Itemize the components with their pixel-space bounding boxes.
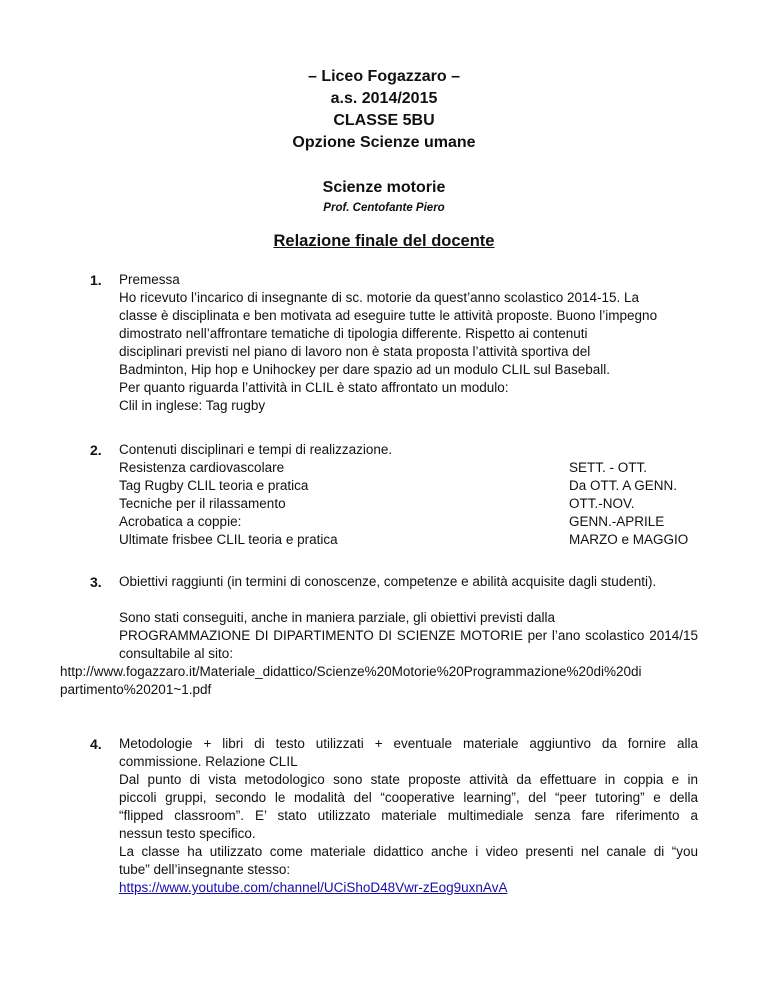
time-cell: Da OTT. A GENN. [569,478,678,493]
section-1-line: Per quanto riguarda l’attività in CLIL è stato affrontato un modulo: [119,380,509,395]
section-2-body [119,441,719,459]
section-1-line: Badminton, Hip hop e Unihockey per dare spazio ad un modulo CLIL sul Baseball. [119,362,611,377]
url-line: http://www.fogazzaro.it/Materiale_didattico/Scienze%20Motorie%20Programmazione%20di%20di [60,664,642,679]
section-3-body [119,609,698,663]
content-cell: Resistenza cardiovascolare [119,460,285,475]
content-cell: Tecniche per il rilassamento [119,496,286,511]
table-row [119,459,719,477]
time-cell: OTT.-NOV. [569,496,635,511]
section-4-line: La classe ha utilizzato come materiale didattico anche i video presenti nel canale di “you [119,844,698,859]
time-cell: SETT. - OTT. [569,460,648,475]
section-4-line: nessun testo specifico. [119,826,256,841]
content-cell: Ultimate frisbee CLIL teoria e pratica [119,532,338,547]
section-4-number: 4. [90,736,102,752]
url-line: partimento%20201~1.pdf [60,682,212,697]
section-1-line: Clil in inglese: Tag rugby [119,398,266,413]
section-3-line: PROGRAMMAZIONE DI DIPARTIMENTO DI SCIENZE MOTORIE per l’ano scolastico 2014/15 [119,628,698,643]
program-url [60,663,710,699]
time-cell: MARZO e MAGGIO [569,532,689,547]
section-2-number: 2. [90,442,102,458]
class-name: CLASSE 5BU [333,112,435,129]
section-4-line: “flipped classroom”. E’ stato utilizzato materiale multimediale senza fare riferimento a [119,808,698,823]
section-2-heading: Contenuti disciplinari e tempi di realizzazione. [119,442,393,457]
section-1-line: dimostrato nell’affrontare tematiche di tipologia differente. Rispetto ai contenuti [119,326,588,341]
section-1-line: Ho ricevuto l’incarico di insegnante di sc. motorie da quest’anno scolastico 2014-15. La [119,290,640,305]
table-row [119,513,719,531]
section-4-body [119,735,698,897]
contents-table [119,459,719,549]
table-row [119,495,719,513]
section-3-line: consultabile al sito: [119,646,234,661]
table-row [119,531,719,549]
section-1-number: 1. [90,272,102,288]
youtube-channel-link[interactable]: https://www.youtube.com/channel/UCiShoD48Vwr-zEog9uxnAvA [119,880,508,895]
option-name: Opzione Scienze umane [292,134,476,151]
report-title: Relazione finale del docente [273,232,495,250]
section-4-line: tube” dell’insegnante stesso: [119,862,291,877]
table-row [119,477,719,495]
content-cell: Acrobatica a coppie: [119,514,242,529]
school-name: – Liceo Fogazzaro – [307,68,461,85]
section-1-body [119,271,719,415]
section-1-heading: Premessa [119,272,180,287]
section-1-line: classe è disciplinata e ben motivata ad eseguire tutte le attività proposte. Buono l’impegno [119,308,658,323]
section-3-number: 3. [90,574,102,590]
content-cell: Tag Rugby CLIL teoria e pratica [119,478,309,493]
section-4-heading: Metodologie + libri di testo utilizzati + eventuale materiale aggiuntivo da fornire alla [119,736,698,751]
section-4-line: piccoli gruppi, secondo le modalità del “cooperative learning”, del “peer tutoring” e della [119,790,698,805]
section-1-line: disciplinari previsti nel piano di lavoro non è stata proposta l’attività sportiva del [119,344,591,359]
time-cell: GENN.-APRILE [569,514,665,529]
section-3-heading: Obiettivi raggiunti (in termini di conoscenze, competenze e abilità acquisite dagli studenti). [119,574,657,589]
section-4-heading: commissione. Relazione CLIL [119,754,298,769]
school-year: a.s. 2014/2015 [330,90,438,107]
teacher-name: Prof. Centofante Piero [323,202,445,214]
section-3-line: Sono stati conseguiti, anche in maniera parziale, gli obiettivi previsti dalla [119,610,555,625]
subject-title: Scienze motorie [322,179,446,196]
section-4-line: Dal punto di vista metodologico sono state proposte attività da effettuare in coppia e in [119,772,698,787]
